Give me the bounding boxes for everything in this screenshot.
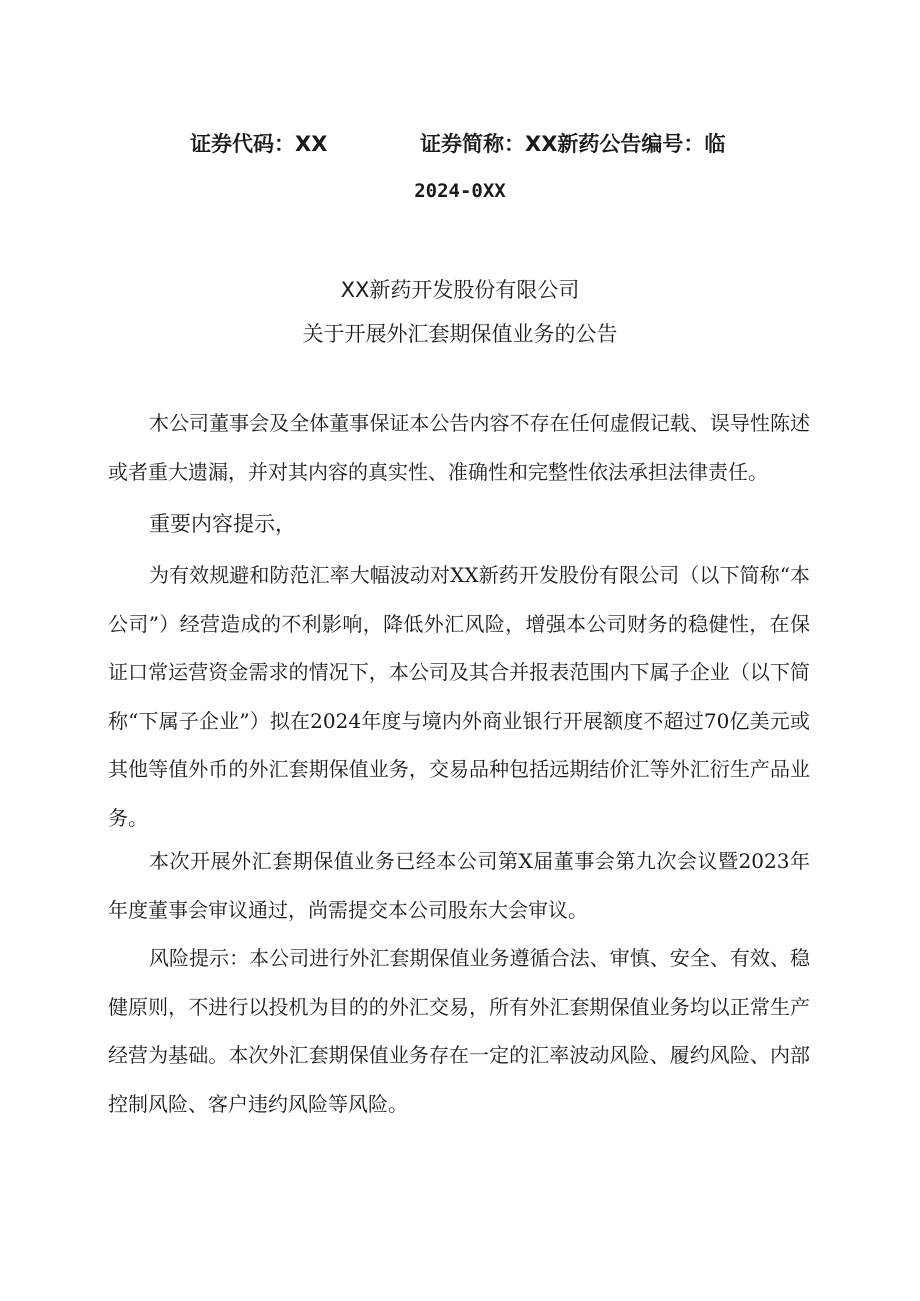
- company-name: XX新药开发股份有限公司: [340, 278, 580, 302]
- key-points-heading: 重要内容提示，: [149, 512, 296, 536]
- stock-code: 证券代码：XX: [190, 132, 328, 156]
- paragraph-risk-notice: 风险提示：本公司进行外汇套期保值业务遵循合法、审慎、安全、有效、稳健原则，不进行以投机为目的的外汇交易，所有外汇套期保值业务均以正常生产经营为基础。本次外汇套期保值业务存在一定的汇率波动风险、履约风险、内部控制风险、客户违约风险等风险。: [108, 946, 810, 1116]
- stock-abbreviation-and-number-label: 证券简称：XX新药公告编号：临: [420, 132, 726, 156]
- document-title: 关于开展外汇套期保值业务的公告: [302, 322, 618, 346]
- paragraph-purpose: 为有效规避和防范汇率大幅波动对XX新药开发股份有限公司（以下简称“本公司”）经营造成的不利影响，降低外汇风险，增强本公司财务的稳健性，在保证口常运营资金需求的情况下，本公司及其合并报表范围内下属子企业（以下简称“下属子企业”）拟在2024年度与境内外商业银行开展额度不超过70亿美元或其他等值外币的外汇套期保值业务，交易品种包括远期结价汇等外汇衍生产品业务。: [108, 563, 810, 830]
- announcement-number: 2024-0XX: [414, 180, 506, 202]
- announcement-header: [190, 128, 750, 160]
- disclaimer-paragraph: 木公司董事会及全体董事保证本公告内容不存在任何虚假记载、误导性陈述或者重大遗漏，并对其内容的真实性、准确性和完整性依法承担法律责任。: [108, 411, 810, 484]
- paragraph-approval: 本次开展外汇套期保值业务已经本公司第X届董事会第九次会议暨2023年年度董事会审议通过，尚需提交本公司股东大会审议。: [108, 849, 810, 922]
